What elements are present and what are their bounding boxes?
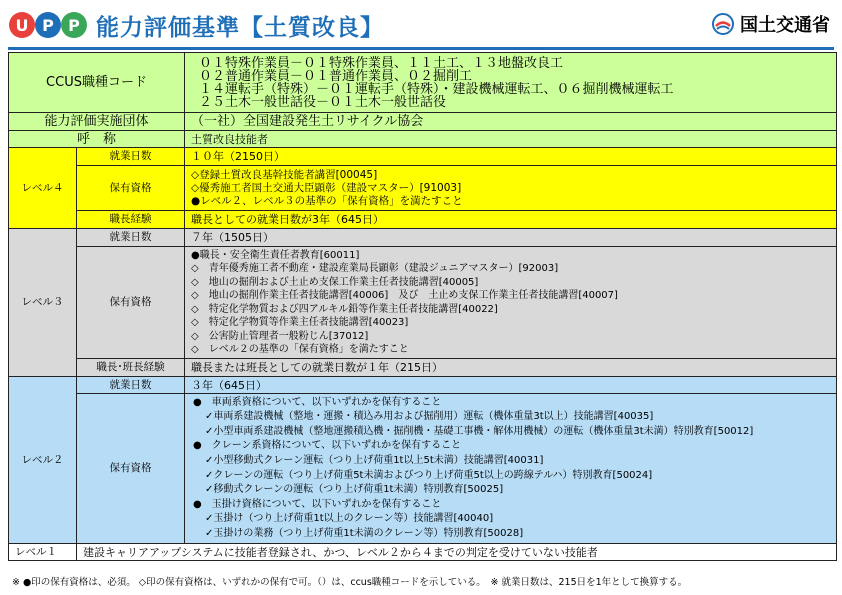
list-item: ●レベル２、レベル３の基準の「保有資格」を満たすこと — [191, 194, 463, 207]
name-value: 土質改良技能者 — [185, 131, 837, 148]
upp-logo-icon — [8, 6, 90, 44]
level4-exp-label: 職長経験 — [77, 211, 185, 229]
svg-text:U: U — [15, 16, 29, 35]
header-divider — [8, 47, 834, 50]
ccus-codes: ０１特殊作業員－０１特殊作業員、１１土工、１３地盤改良工 ０２普通作業員－０１普通作業員、０２掘削工 １４運転手（特殊）－０１運転手（特殊）・建設機械運転工、０６掘削機械運転工 ２５土木一般世話役－０１土木一般世話役 — [185, 53, 837, 113]
level3-exp-label: 職長･班長経験 — [77, 359, 185, 377]
level4-label: レベル４ — [9, 148, 77, 229]
list-item: ●職長・安全衛生責任者教育[60011] — [191, 249, 360, 261]
ministry-mark-icon — [712, 13, 734, 35]
level2-quals — [185, 394, 837, 544]
level2-label: レベル２ — [9, 377, 77, 544]
list-item: ◇ 地山の掘削作業主任者技能講習[40006] 及び 土止め支保工作業主任者技能講習[40007] — [191, 290, 618, 301]
list-item: ◇ レベル２の基準の「保有資格」を満たすこと — [191, 344, 409, 355]
level1-label: レベル１ — [9, 544, 77, 561]
header — [0, 0, 842, 50]
list-item: ◇ 特定化学物質および四アルキル鉛等作業主任者技能講習[40022] — [191, 303, 498, 315]
level3-days-label: 就業日数 — [77, 229, 185, 247]
svg-text:P: P — [42, 16, 54, 35]
list-item: ● クレーン系資格について、以下いずれかを保有すること — [193, 440, 462, 452]
org-label: 能力評価実施団体 — [9, 113, 185, 131]
level4-days: １０年（2150日） — [185, 148, 837, 166]
level3-exp: 職長または班長としての就業日数が１年（215日） — [185, 359, 837, 377]
list-item: ● 車両系資格について、以下いずれかを保有すること — [193, 396, 442, 408]
list-item: ✓玉掛けの業務（つり上げ荷重1t未満のクレーン等）特別教育[50028] — [205, 527, 524, 539]
evaluation-table — [8, 52, 837, 561]
level2-qual-label: 保有資格 — [77, 394, 185, 544]
page-title: 能力評価基準【土質改良】 — [96, 15, 384, 41]
level3-quals — [185, 247, 837, 359]
list-item: ✓玉掛け（つり上げ荷重1t以上のクレーン等）技能講習[40040] — [205, 513, 494, 525]
level3-label: レベル３ — [9, 229, 77, 377]
list-item: ✓小型車両系建設機械（整地運搬積込機・掘削機・基礎工事機・解体用機械）の運転（機体重量3t未満）特別教育[50012] — [205, 425, 754, 437]
ministry-logo — [712, 10, 830, 38]
footnote: ※ ●印の保有資格は、必須。 ◇印の保有資格は、いずれかの保有で可。（）は、ccus職種コードを示している。 ※ 就業日数は、215日を1年として換算する。 — [12, 577, 688, 588]
list-item: ✓移動式クレーンの運転（つり上げ荷重1t未満）特別教育[50025] — [205, 484, 504, 496]
list-item: ◇ 青年優秀施工者不動産・建設産業局長顕彰（建設ジュニアマスター）[92003] — [191, 263, 559, 274]
level2-days: ３年（645日） — [185, 377, 837, 394]
level4-qual-label: 保有資格 — [77, 166, 185, 211]
ministry-name: 国土交通省 — [740, 15, 830, 36]
level4-days-label: 就業日数 — [77, 148, 185, 166]
level1-value: 建設キャリアアップシステムに技能者登録され、かつ、レベル２から４までの判定を受けていない技能者 — [77, 544, 837, 561]
name-label: 呼 称 — [9, 131, 185, 148]
list-item: ◇ 公害防止管理者一般粉じん[37012] — [191, 330, 369, 342]
list-item: ◇登録土質改良基幹技能者講習[00045] — [191, 168, 378, 181]
level4-exp: 職長としての就業日数が3年（645日） — [185, 211, 837, 229]
svg-text:P: P — [68, 16, 80, 35]
list-item: ◇ 特定化学物質等作業主任者技能講習[40023] — [191, 317, 409, 328]
list-item: ● 玉掛け資格について、以下いずれかを保有すること — [193, 498, 442, 510]
org-value: （一社）全国建設発生土リサイクル協会 — [185, 113, 837, 131]
list-item: ✓小型移動式クレーン運転（つり上げ荷重1t以上5t未満）技能講習[40031] — [205, 454, 544, 466]
level2-days-label: 就業日数 — [77, 377, 185, 394]
list-item: ◇ 地山の掘削および土止め支保工作業主任者技能講習[40005] — [191, 276, 479, 288]
level4-quals — [185, 166, 837, 211]
list-item: ✓クレーンの運転（つり上げ荷重5t未満およびつり上げ荷重5t以上の跨線テルハ）特別教育[50024] — [205, 469, 653, 481]
list-item: ◇優秀施工者国土交通大臣顕彰（建設マスター）[91003] — [191, 181, 462, 194]
ccus-label: CCUS職種コード — [9, 53, 185, 113]
level3-days: ７年（1505日） — [185, 229, 837, 247]
level3-qual-label: 保有資格 — [77, 247, 185, 359]
list-item: ✓車両系建設機械（整地・運搬・積込み用および掘削用）運転（機体重量3t以上）技能講習[40035] — [205, 411, 654, 423]
